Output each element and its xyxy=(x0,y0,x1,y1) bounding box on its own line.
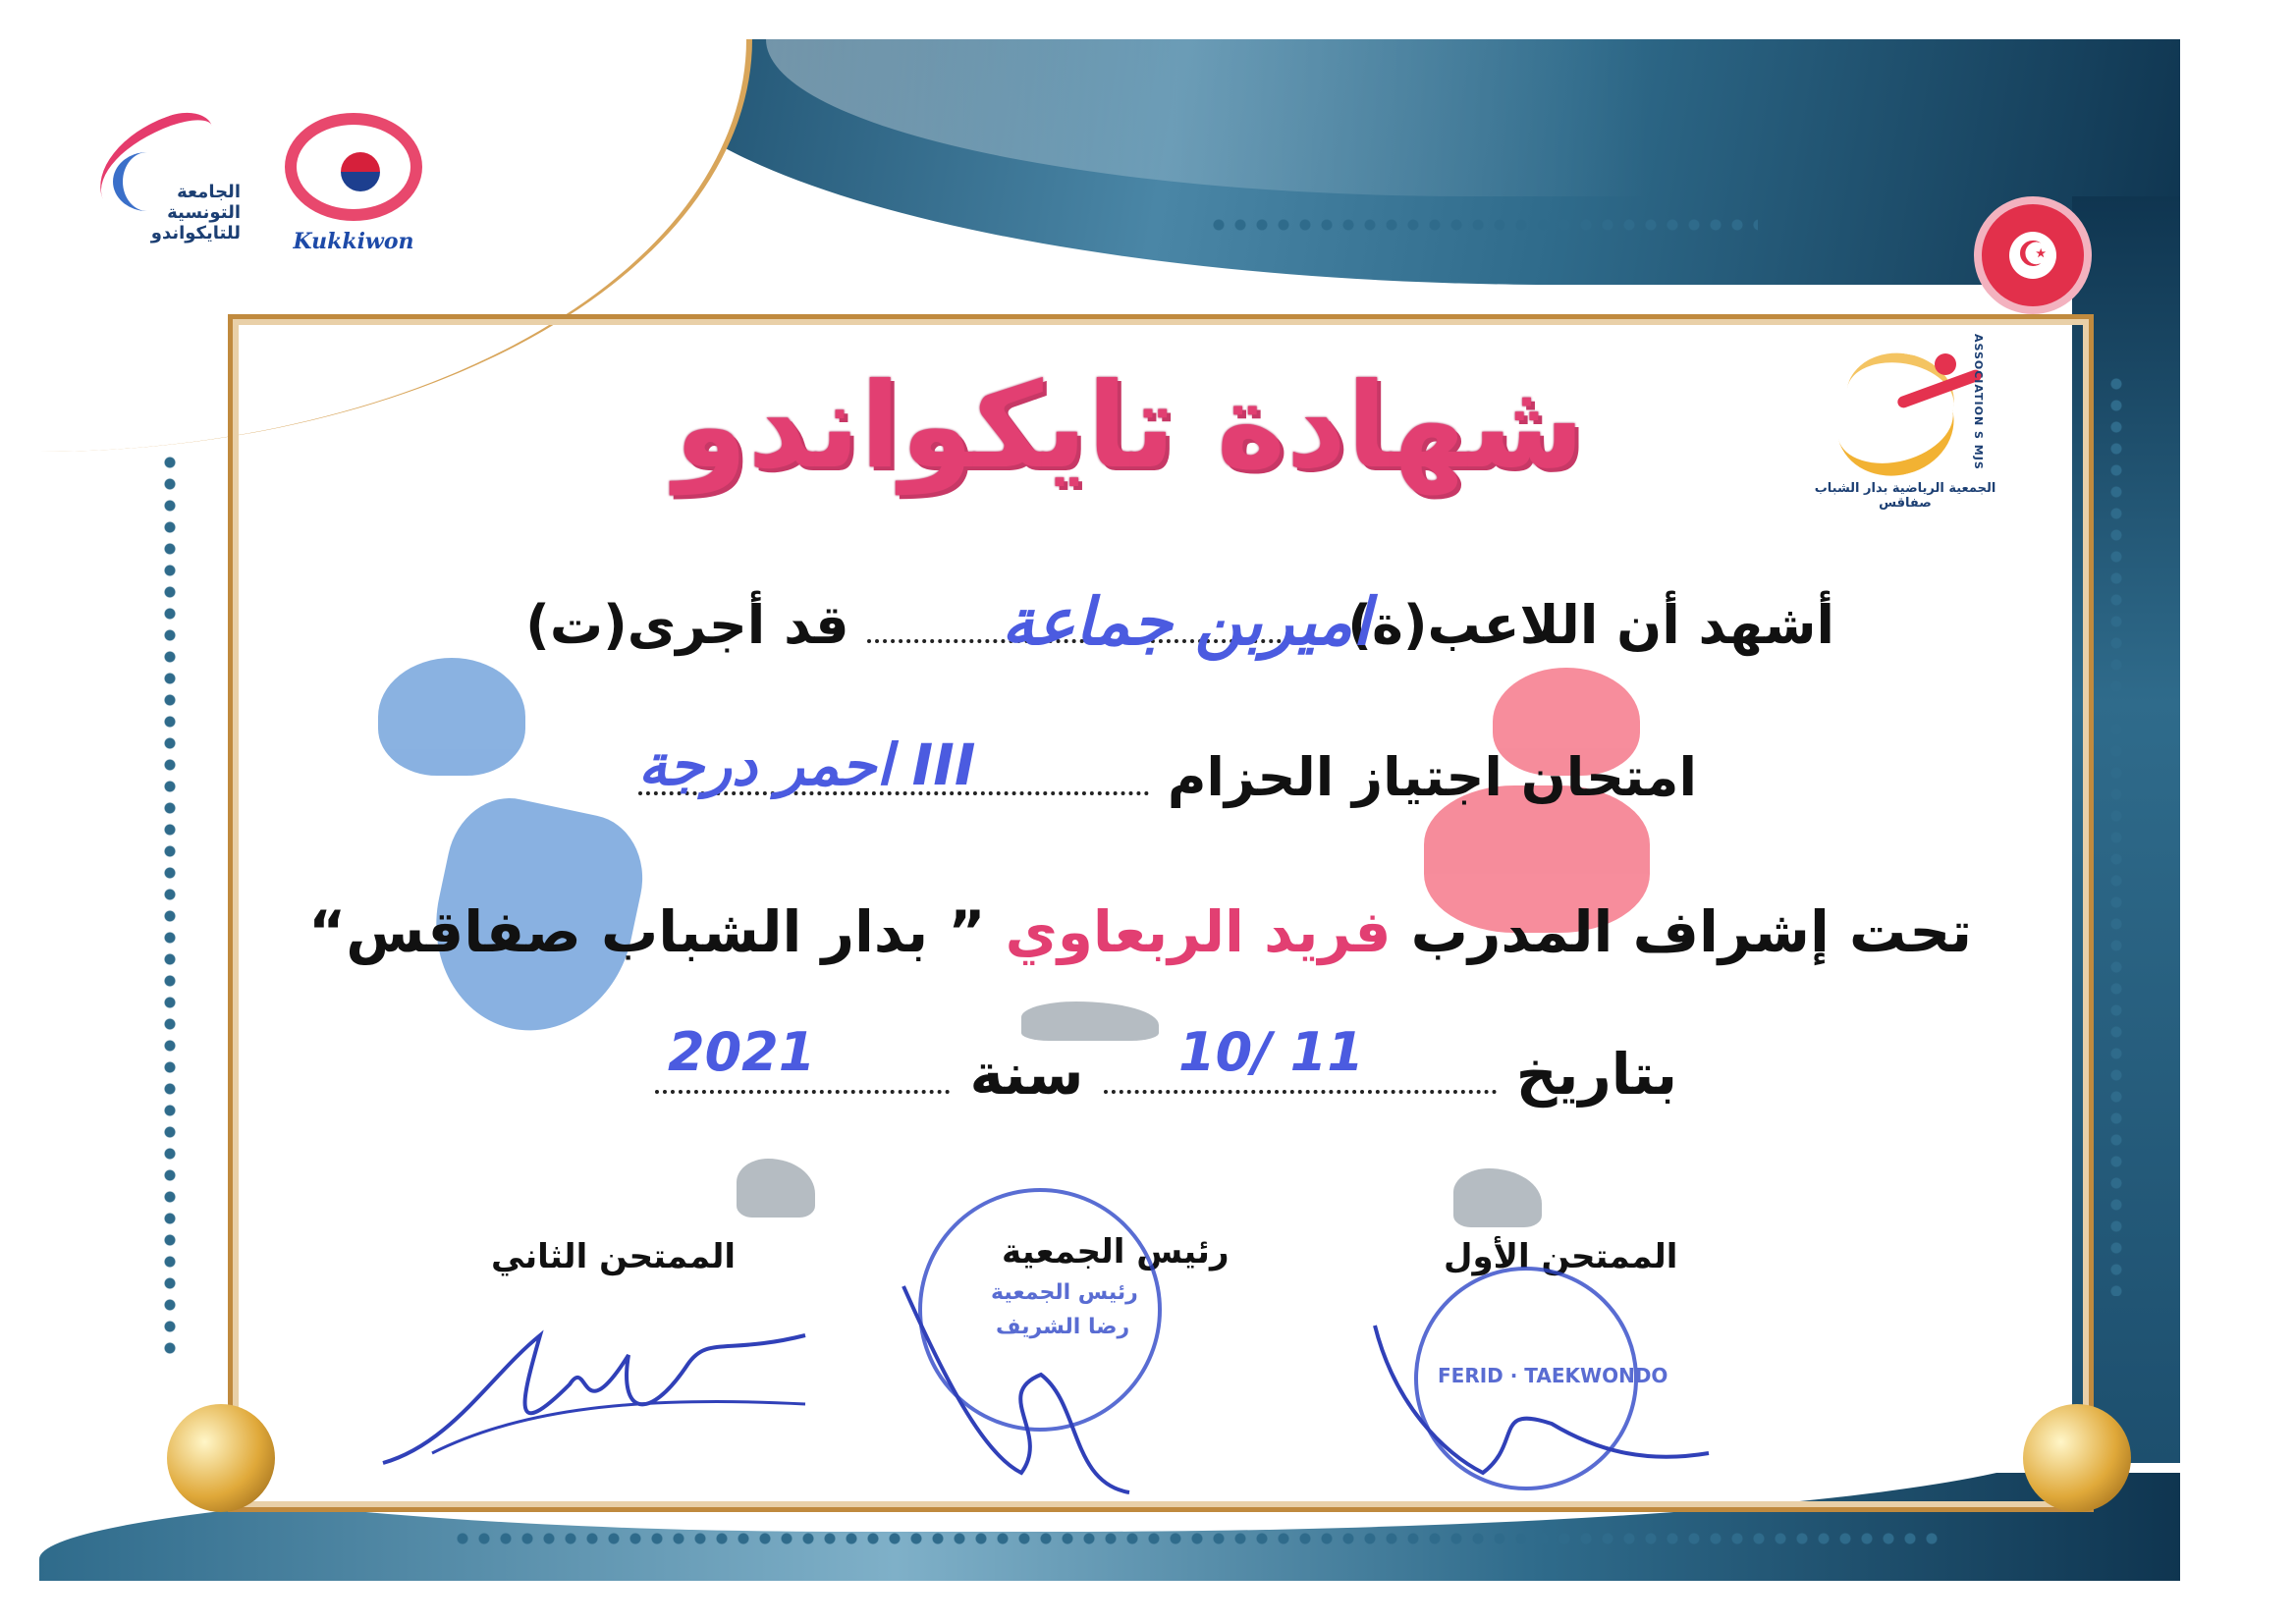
president-stamp: رئيس الجمعية رضا الشريف xyxy=(918,1188,1162,1432)
date-line: بتاريخ سنة xyxy=(655,1041,1677,1108)
coach-line: تحت إشراف المدرب فريد الربعاوي ” بدار الشباب صفاقس“ xyxy=(308,898,1972,965)
belt-line: امتحان اجتياز الحزام xyxy=(638,746,1697,808)
dotted-line-left xyxy=(163,452,177,1355)
player-name-handwritten: اميربن جماعة xyxy=(1002,584,1371,660)
year-handwritten: 2021 xyxy=(668,1021,816,1083)
date-handwritten: 10/ 11 xyxy=(1178,1021,1364,1083)
president-label: رئيس الجمعية xyxy=(1002,1232,1230,1272)
dotted-line-right xyxy=(2109,373,2123,1296)
blue-fighter-watermark xyxy=(378,658,692,1070)
first-examiner-label: الممتحن الأول xyxy=(1444,1237,1678,1276)
second-examiner-label: الممتحن الثاني xyxy=(491,1237,737,1276)
coach-name: فريد الربعاوي xyxy=(1005,898,1392,965)
gold-ornament-left xyxy=(167,1404,275,1512)
first-examiner-signature xyxy=(1355,1306,1728,1502)
kukkiwon-logo: Kukkiwon xyxy=(275,113,432,260)
belt-handwritten: احمر درجة III xyxy=(638,731,976,798)
president-signature xyxy=(884,1257,1178,1512)
federation-logo: الجامعة التونسية للتايكواندو xyxy=(74,123,250,250)
tunisia-flag-icon: ☪ xyxy=(1974,196,2092,314)
gold-ornament-right xyxy=(2023,1404,2131,1512)
player-line: أشهد أن اللاعب(ة) قد أجرى(ت) xyxy=(525,594,1834,656)
second-examiner-signature xyxy=(373,1296,825,1492)
certificate-title: شهادة تايكواندو xyxy=(674,358,1585,495)
association-logo: ASSOCIATION S MJS الجمعية الرياضية بدار الشباب صفاقس xyxy=(1814,334,1996,511)
dotted-line-top xyxy=(1208,218,1758,232)
dotted-line-bottom xyxy=(452,1532,1944,1545)
taeguk-icon xyxy=(341,152,380,191)
examiner-stamp: FERID · TAEKWONDO xyxy=(1414,1267,1638,1490)
